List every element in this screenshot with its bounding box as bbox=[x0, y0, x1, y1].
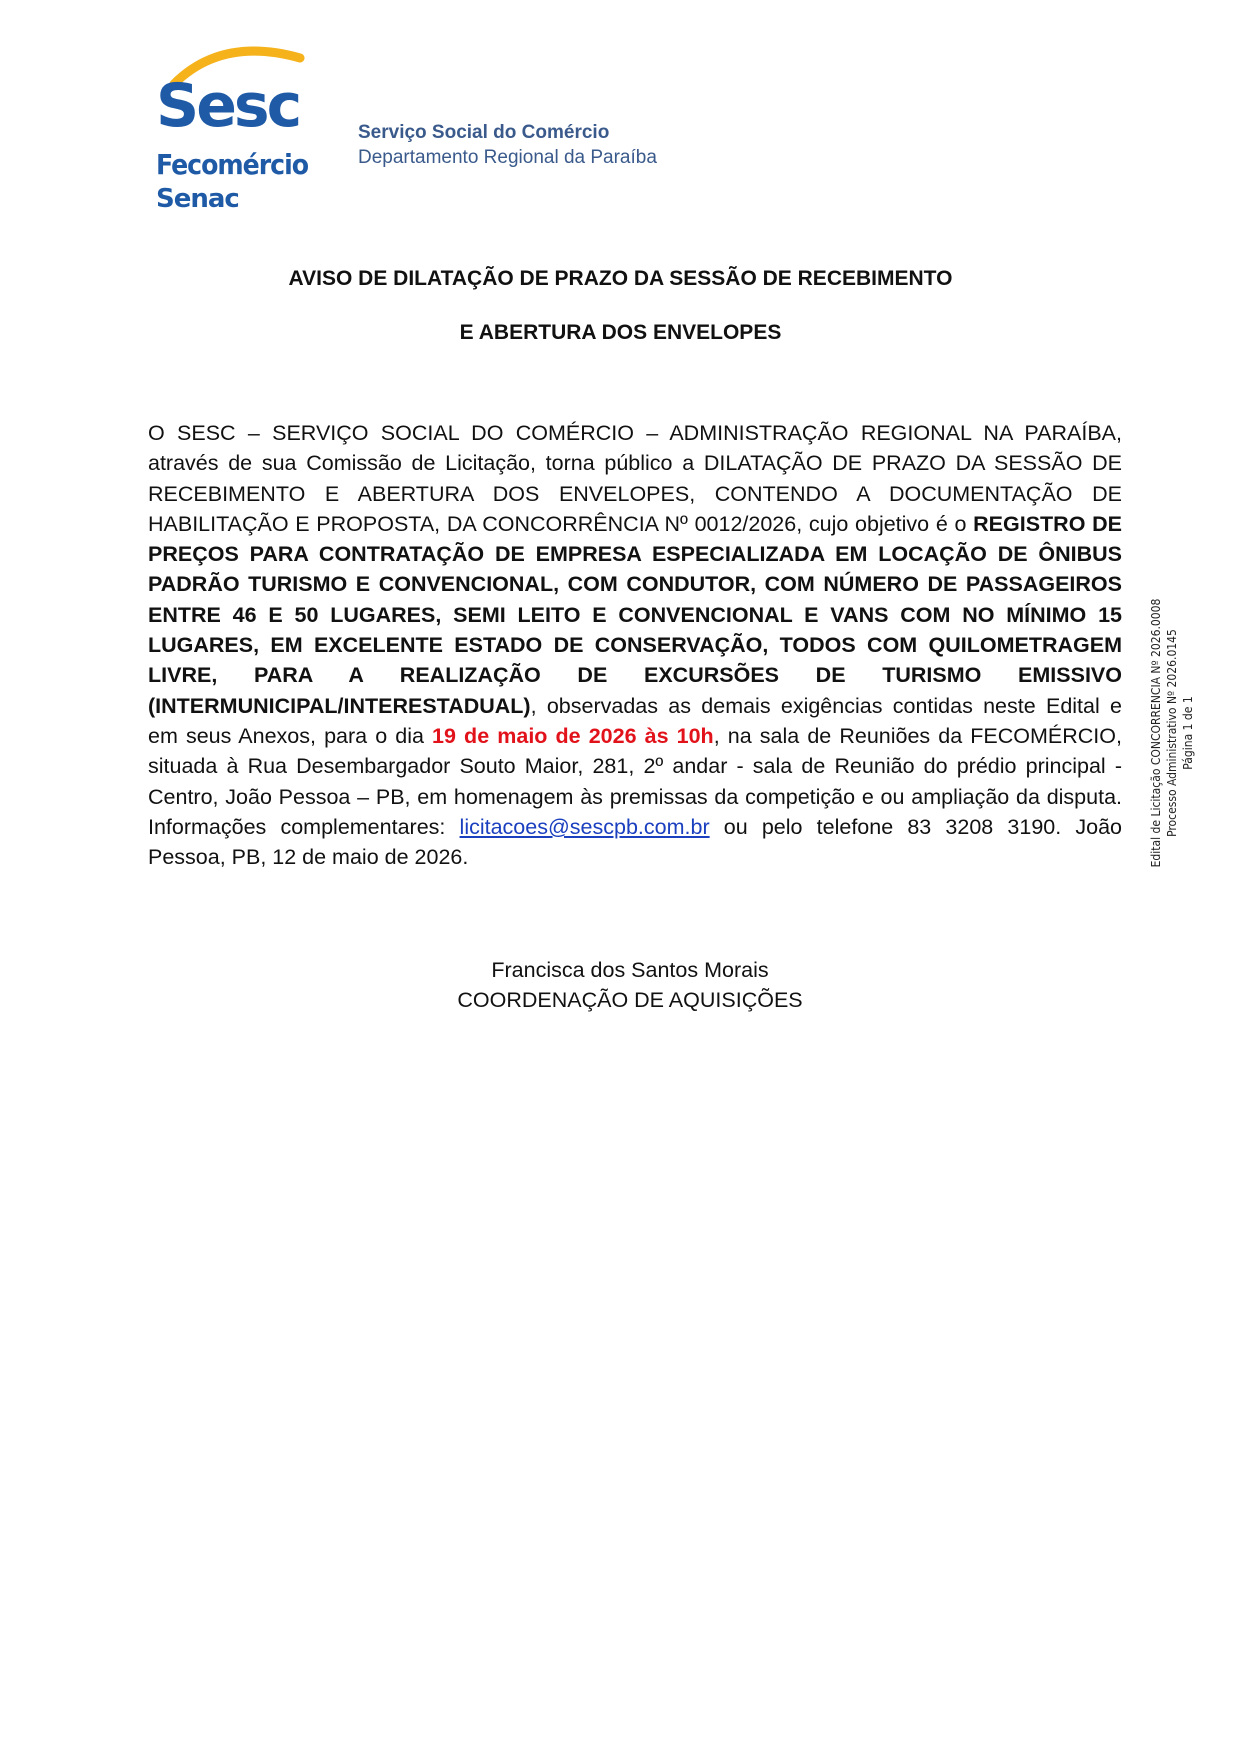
contact-email-link[interactable]: licitacoes@sescpb.com.br bbox=[459, 814, 710, 839]
notice-title-line-1: AVISO DE DILATAÇÃO DE PRAZO DA SESSÃO DE RECEBIMENTO bbox=[288, 267, 953, 290]
svg-text:Sesc: Sesc bbox=[156, 71, 300, 141]
notice-body bbox=[148, 418, 1122, 872]
body-intro: O SESC – SERVIÇO SOCIAL DO COMÉRCIO – ADMINISTRAÇÃO REGIONAL NA PARAÍBA, através de sua Comissão de Licitação, torna público a DILATAÇÃO DE PRAZO DA SESSÃO DE RECEBIMENTO E ABERTURA DOS ENVELOPES, CONTENDO A DOCUMENTAÇÃO DE HABILITAÇÃO E PROPOSTA, DA CONCORRÊNCIA Nº 0012/2026, cujo objetivo é o bbox=[148, 421, 1122, 536]
procurement-object: REGISTRO DE PREÇOS PARA CONTRATAÇÃO DE EMPRESA ESPECIALIZADA EM LOCAÇÃO DE ÔNIBUS PADRÃO TURISMO E CONVENCIONAL, COM CONDUTOR, COM NÚMERO DE PASSAGEIROS ENTRE 46 E 50 LUGARES, SEMI LEITO E CONVENCIONAL E VANS COM NO MÍNIMO 15 LUGARES, EM EXCELENTE ESTADO DE CONSERVAÇÃO, TODOS COM QUILOMETRAGEM LIVRE, PARA A REALIZAÇÃO DE EXCURSÕES DE TURISMO EMISSIVO (INTERMUNICIPAL/INTERESTADUAL) bbox=[148, 511, 1122, 718]
svg-text:Senac: Senac bbox=[156, 184, 239, 214]
svg-text:Fecomércio: Fecomércio bbox=[156, 148, 309, 181]
logo-graphic bbox=[152, 44, 332, 219]
organization-header bbox=[358, 120, 657, 170]
body-after-object: , observadas as demais exigências contidas neste Edital e em seus Anexos, para o dia bbox=[148, 693, 1122, 748]
side-stamp-processo: Processo Administrativo Nº 2026.0145 bbox=[1165, 629, 1179, 837]
body-location: , na sala de Reuniões da FECOMÉRCIO, situada à Rua Desembargador Souto Maior, 281, 2º andar - sala de Reunião do prédio principal - Centro, João Pessoa – PB, em homenagem às premissas da competição e ou ampliação da disputa. Informações complementares: bbox=[148, 723, 1122, 839]
org-name: Serviço Social do Comércio bbox=[358, 122, 610, 143]
notice-title-line-2: E ABERTURA DOS ENVELOPES bbox=[459, 321, 782, 344]
signature-block bbox=[0, 955, 1241, 1015]
side-stamp-edital: Edital de Licitação CONCORRENCIA Nº 2026.0008 bbox=[1149, 598, 1163, 868]
org-department: Departamento Regional da Paraíba bbox=[358, 147, 657, 168]
signatory-role: COORDENAÇÃO DE AQUISIÇÕES bbox=[457, 988, 803, 1012]
signatory-name: Francisca dos Santos Morais bbox=[491, 958, 769, 982]
sesc-fecomercio-senac-logo bbox=[152, 44, 332, 219]
session-date-highlight: 19 de maio de 2026 às 10h bbox=[432, 723, 714, 748]
body-closing: ou pelo telefone 83 3208 3190. João Pessoa, PB, 12 de maio de 2026. bbox=[148, 814, 1123, 870]
side-stamp bbox=[1148, 563, 1200, 903]
side-stamp-pagina: Página 1 de 1 bbox=[1181, 696, 1195, 770]
